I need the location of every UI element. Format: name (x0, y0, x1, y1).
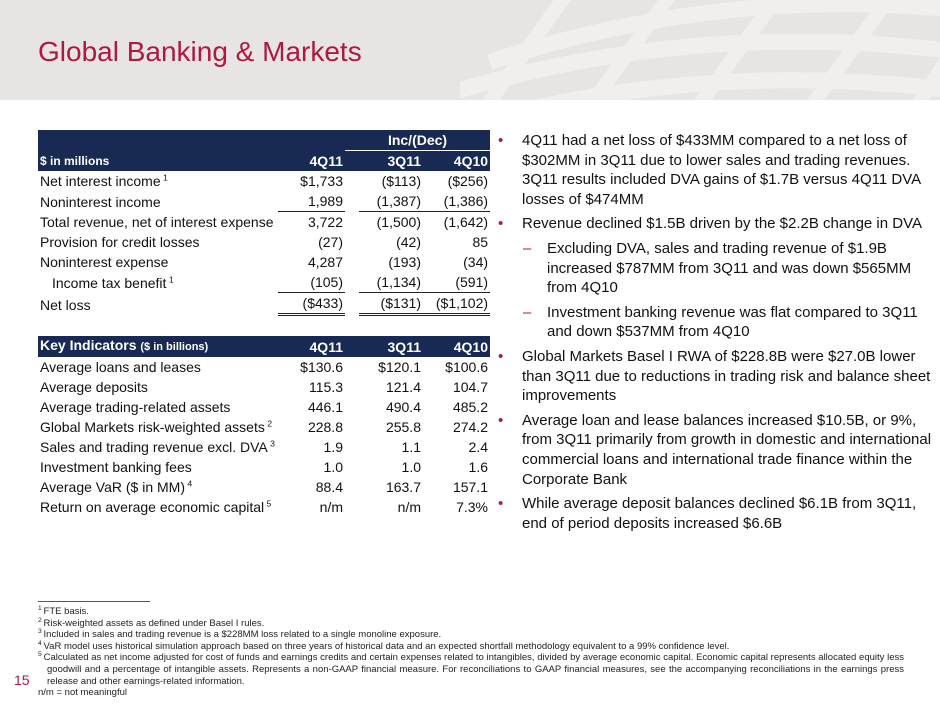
footnote-item: $^4$ VaR model uses historical simulation approach based on three years of historical data and an expected shortfall methodology equivalent to a 99% confidence level. (38, 639, 730, 652)
footnote-item: $^3$ Included in sales and trading revenue is a $228MM loss related to a single monoline exposure. (38, 628, 442, 641)
header-band (0, 0, 940, 100)
bullet-text: Global Markets Basel I RWA of $228.8B were $27.0B lower than 3Q11 due to reductions in trading risk and balance sheet improvements (522, 347, 931, 405)
row-value: n/m (319, 499, 343, 515)
bullet-item (495, 131, 938, 209)
dot-bullet-icon: • (498, 495, 504, 513)
row-label: Average deposits (40, 379, 148, 395)
row-value: 2.4 (468, 439, 488, 455)
row-value: (591) (423, 272, 490, 293)
row-label: Provision for credit losses (40, 234, 200, 250)
row-value: ($113) (381, 173, 421, 189)
table-row (38, 397, 490, 417)
row-value: 1.9 (323, 439, 343, 455)
row-value: (1,387) (359, 191, 423, 212)
column-header-3q11: 3Q11 (359, 151, 423, 172)
footnote-marker: 5 (38, 651, 44, 659)
row-value: 1.0 (401, 459, 421, 475)
column-header-4q10: 4Q10 (423, 336, 490, 357)
column-spacer (345, 397, 359, 417)
row-label: Average trading-related assets (40, 399, 231, 415)
row-label: Total revenue, net of interest expense (40, 214, 274, 230)
row-value: 4,287 (307, 254, 343, 270)
row-label: Return on average economic capital $^5$ (40, 498, 272, 515)
bullet-item (495, 411, 938, 489)
income-statement-table (38, 130, 490, 316)
flag-motif-icon (460, 0, 940, 100)
row-value: 1,989 (278, 191, 345, 212)
key-indicators-table (38, 336, 490, 517)
row-value: (105) (278, 272, 345, 293)
table-row (38, 477, 490, 497)
bullet-item (495, 347, 938, 406)
table-row (38, 457, 490, 477)
column-spacer (345, 417, 359, 437)
table-row (38, 232, 490, 252)
table-row (38, 437, 490, 457)
group-header-spacer (38, 130, 345, 151)
row-value: 157.1 (452, 479, 488, 495)
column-spacer (345, 171, 359, 191)
row-value: (1,386) (423, 191, 490, 212)
footnote-marker: 1 (38, 604, 44, 612)
table-row (38, 191, 490, 212)
row-value: 85 (472, 234, 489, 250)
column-spacer (345, 272, 359, 293)
footnote-item: $^1$ FTE basis. (38, 604, 89, 617)
row-value: $130.6 (300, 359, 343, 375)
row-value: $120.1 (378, 359, 421, 375)
commentary-bullet-list (495, 131, 938, 538)
table-row (38, 497, 490, 517)
row-value: 121.4 (385, 379, 421, 395)
row-value: (1,642) (443, 214, 489, 230)
row-value: 485.2 (452, 399, 488, 415)
row-value: $1,733 (300, 173, 343, 189)
row-value: 7.3% (456, 499, 488, 515)
page-number: 15 (14, 672, 30, 688)
footnote-item: $^2$ Risk-weighted assets as defined under Basel I rules. (38, 616, 265, 629)
column-spacer (345, 357, 359, 377)
row-value: (42) (396, 234, 421, 250)
table-row (38, 272, 490, 293)
column-spacer (345, 252, 359, 272)
table-row (38, 171, 490, 191)
dash-bullet-icon: – (523, 239, 532, 257)
row-label: Sales and trading revenue excl. DVA $^3$ (40, 438, 275, 455)
row-label: Noninterest income (40, 193, 161, 210)
row-value: ($433) (278, 293, 345, 315)
key-indicators-title (38, 336, 278, 357)
table-row (38, 417, 490, 437)
row-value: 446.1 (307, 399, 343, 415)
row-value: (34) (463, 254, 489, 270)
row-value: $100.6 (445, 359, 488, 375)
row-label: Income tax benefit $^1$ (52, 273, 174, 291)
footnotes (38, 601, 904, 699)
table-row (38, 252, 490, 272)
table-row (38, 377, 490, 397)
bullet-text: 4Q11 had a net loss of $433MM compared to a net loss of $302MM in 3Q11 due to lower sales and trading revenues. 3Q11 results included DVA gains of $1.7B versus 4Q11 DVA losses of $474MM (522, 132, 921, 208)
row-value: ($256) (447, 173, 489, 189)
column-spacer (345, 336, 359, 357)
bullet-text: While average deposit balances declined $6.1B from 3Q11, end of period deposits increased $6.6B (522, 495, 917, 532)
bullet-text: Revenue declined $1.5B driven by the $2.2B change in DVA (522, 215, 922, 233)
bullet-item (495, 214, 938, 234)
financial-tables (38, 130, 490, 517)
column-header-4q11: 4Q11 (278, 336, 345, 357)
column-header-4q10: 4Q10 (423, 151, 490, 172)
dot-bullet-icon: • (498, 132, 504, 149)
row-value: 1.0 (323, 459, 343, 475)
row-value: 163.7 (385, 479, 421, 495)
row-value: 115.3 (309, 379, 343, 395)
row-label: Net loss (40, 296, 91, 313)
row-value: ($131) (359, 293, 423, 315)
row-label: Average VaR ($ in MM) $^4$ (40, 478, 193, 495)
dot-bullet-icon: • (498, 347, 504, 365)
footnote-marker: 4 (38, 639, 44, 647)
row-value: 228.8 (307, 419, 343, 435)
footnote-marker: 2 (38, 616, 44, 624)
row-value: n/m (397, 499, 421, 515)
row-value: (193) (388, 254, 421, 270)
row-value: 1.1 (401, 439, 421, 455)
footnote-marker: 3 (38, 628, 44, 636)
row-value: ($1,102) (423, 293, 490, 315)
column-spacer (345, 457, 359, 477)
unit-label: $ in millions (38, 151, 278, 172)
row-value: 88.4 (315, 479, 343, 495)
row-value: 1.6 (468, 459, 488, 475)
column-spacer (345, 293, 359, 315)
footnote-separator (38, 601, 150, 602)
row-value: 104.7 (452, 379, 488, 395)
row-value: (1,500) (376, 214, 421, 230)
column-spacer (345, 212, 359, 233)
group-header-row (38, 130, 490, 151)
dot-bullet-icon: • (498, 411, 504, 429)
row-label: Investment banking fees (40, 459, 192, 475)
key-indicators-label: Key Indicators (40, 337, 137, 353)
row-value: 3,722 (307, 214, 343, 230)
row-label: Global Markets risk-weighted assets $^2$ (40, 418, 273, 435)
table-row (38, 357, 490, 377)
column-header-4q11: 4Q11 (278, 151, 345, 172)
column-header-3q11: 3Q11 (359, 336, 423, 357)
row-value: (27) (318, 234, 343, 250)
row-label: Average loans and leases (40, 359, 201, 375)
column-spacer (345, 232, 359, 252)
bullet-text: Investment banking revenue was flat compared to 3Q11 and down $537MM from 4Q10 (547, 303, 918, 341)
bullet-text: Average loan and lease balances increased $10.5B, or 9%, from 3Q11 primarily from growth in domestic and international commercial loans and international trade finance within the Corporate Bank (522, 411, 932, 488)
column-spacer (345, 437, 359, 457)
slide-title: Global Banking & Markets (38, 36, 362, 67)
row-value: (1,134) (359, 272, 423, 293)
footnote-list (38, 606, 904, 687)
column-spacer (345, 191, 359, 212)
row-label: Net interest income $^1$ (40, 172, 168, 189)
inc-dec-header: Inc/(Dec) (345, 130, 490, 151)
dash-bullet-icon: – (523, 303, 532, 321)
row-value: 274.2 (452, 419, 488, 435)
row-label: Noninterest expense (40, 254, 169, 270)
sub-bullet-item (495, 303, 938, 342)
sub-bullet-item (495, 239, 938, 298)
column-spacer (345, 377, 359, 397)
dot-bullet-icon: • (498, 215, 504, 233)
column-header-row (38, 336, 490, 357)
bullet-item (495, 494, 938, 533)
table-row (38, 212, 490, 233)
column-spacer (345, 497, 359, 517)
table-row (38, 293, 490, 315)
footnote-item: $^5$ Calculated as net income adjusted for cost of funds and earnings credits and certain expenses related to intangibles, divided by average economic capital. Economic capital represents allocated equity less goodwill and a percentage of intangible assets. Represents a non-GAAP financial measure. For reconciliations to GAAP financial measures, see the accompanying reconciliations in the earnings press release and other earnings-related information. (38, 651, 904, 687)
column-spacer (345, 151, 359, 172)
footnote-nm-note: n/m = not meaningful (38, 687, 127, 699)
column-header-row (38, 151, 490, 172)
key-indicators-unit: ($ in billions) (140, 341, 209, 353)
row-value: 255.8 (385, 419, 421, 435)
row-value: 490.4 (385, 399, 421, 415)
bullet-text: Excluding DVA, sales and trading revenue of $1.9B increased $787MM from 3Q11 and was down $565MM from 4Q10 (547, 239, 912, 297)
column-spacer (345, 477, 359, 497)
